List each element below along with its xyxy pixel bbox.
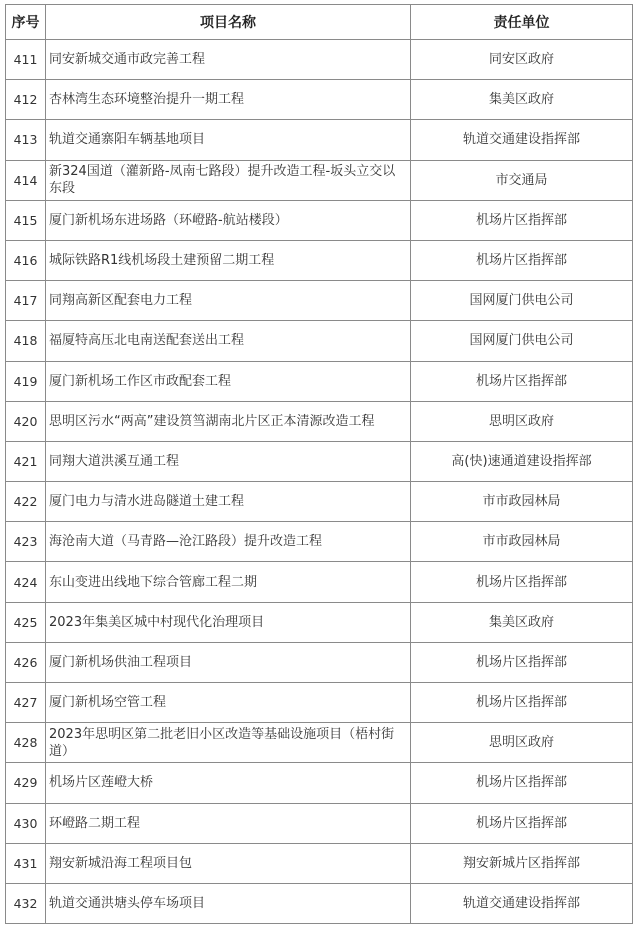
cell-serial-number: 432 bbox=[6, 883, 46, 923]
table-header bbox=[6, 5, 633, 40]
cell-responsible-unit: 轨道交通建设指挥部 bbox=[411, 883, 633, 923]
cell-project-name: 同翔高新区配套电力工程 bbox=[46, 281, 411, 321]
cell-serial-number: 430 bbox=[6, 803, 46, 843]
cell-project-name: 杏林湾生态环境整治提升一期工程 bbox=[46, 80, 411, 120]
cell-project-name: 厦门新机场东进场路（环嶝路-航站楼段） bbox=[46, 200, 411, 240]
cell-responsible-unit: 机场片区指挥部 bbox=[411, 683, 633, 723]
cell-responsible-unit: 市市政园林局 bbox=[411, 522, 633, 562]
table-row bbox=[6, 482, 633, 522]
header-serial-number: 序号 bbox=[6, 5, 46, 40]
table-row bbox=[6, 522, 633, 562]
cell-project-name: 厦门新机场空管工程 bbox=[46, 683, 411, 723]
table-row bbox=[6, 321, 633, 361]
cell-project-name: 翔安新城沿海工程项目包 bbox=[46, 843, 411, 883]
cell-project-name: 轨道交通洪塘头停车场项目 bbox=[46, 883, 411, 923]
cell-serial-number: 424 bbox=[6, 562, 46, 602]
cell-project-name: 2023年集美区城中村现代化治理项目 bbox=[46, 602, 411, 642]
cell-responsible-unit: 机场片区指挥部 bbox=[411, 240, 633, 280]
cell-project-name: 福厦特高压北电南送配套送出工程 bbox=[46, 321, 411, 361]
table-row bbox=[6, 642, 633, 682]
table-body bbox=[6, 40, 633, 924]
table-row bbox=[6, 683, 633, 723]
cell-serial-number: 416 bbox=[6, 240, 46, 280]
cell-responsible-unit: 思明区政府 bbox=[411, 723, 633, 763]
cell-responsible-unit: 集美区政府 bbox=[411, 80, 633, 120]
cell-serial-number: 420 bbox=[6, 401, 46, 441]
cell-responsible-unit: 机场片区指挥部 bbox=[411, 361, 633, 401]
cell-responsible-unit: 机场片区指挥部 bbox=[411, 562, 633, 602]
cell-project-name: 2023年思明区第二批老旧小区改造等基础设施项目（梧村街道） bbox=[46, 723, 411, 763]
cell-serial-number: 417 bbox=[6, 281, 46, 321]
table-row bbox=[6, 160, 633, 200]
table-row bbox=[6, 602, 633, 642]
table-row bbox=[6, 120, 633, 160]
cell-responsible-unit: 机场片区指挥部 bbox=[411, 200, 633, 240]
cell-serial-number: 415 bbox=[6, 200, 46, 240]
cell-project-name: 同翔大道洪溪互通工程 bbox=[46, 441, 411, 481]
cell-serial-number: 429 bbox=[6, 763, 46, 803]
table-row bbox=[6, 441, 633, 481]
cell-project-name: 海沧南大道（马青路—沧江路段）提升改造工程 bbox=[46, 522, 411, 562]
table-row bbox=[6, 240, 633, 280]
project-table-page bbox=[5, 4, 632, 924]
table-row bbox=[6, 843, 633, 883]
cell-responsible-unit: 思明区政府 bbox=[411, 401, 633, 441]
cell-serial-number: 414 bbox=[6, 160, 46, 200]
table-row bbox=[6, 40, 633, 80]
cell-project-name: 厦门新机场供油工程项目 bbox=[46, 642, 411, 682]
cell-responsible-unit: 轨道交通建设指挥部 bbox=[411, 120, 633, 160]
cell-project-name: 思明区污水“两高”建设筼筜湖南北片区正本清源改造工程 bbox=[46, 401, 411, 441]
cell-serial-number: 425 bbox=[6, 602, 46, 642]
table-row bbox=[6, 763, 633, 803]
table-row bbox=[6, 80, 633, 120]
cell-serial-number: 413 bbox=[6, 120, 46, 160]
cell-responsible-unit: 翔安新城片区指挥部 bbox=[411, 843, 633, 883]
cell-serial-number: 419 bbox=[6, 361, 46, 401]
table-row bbox=[6, 401, 633, 441]
cell-project-name: 厦门电力与清水进岛隧道土建工程 bbox=[46, 482, 411, 522]
cell-project-name: 同安新城交通市政完善工程 bbox=[46, 40, 411, 80]
cell-responsible-unit: 国网厦门供电公司 bbox=[411, 321, 633, 361]
cell-serial-number: 411 bbox=[6, 40, 46, 80]
table-row bbox=[6, 803, 633, 843]
cell-project-name: 环嶝路二期工程 bbox=[46, 803, 411, 843]
cell-project-name: 轨道交通寨阳车辆基地项目 bbox=[46, 120, 411, 160]
cell-serial-number: 431 bbox=[6, 843, 46, 883]
cell-responsible-unit: 机场片区指挥部 bbox=[411, 642, 633, 682]
cell-project-name: 城际铁路R1线机场段土建预留二期工程 bbox=[46, 240, 411, 280]
project-table bbox=[5, 4, 633, 924]
cell-serial-number: 421 bbox=[6, 441, 46, 481]
cell-responsible-unit: 高(快)速通道建设指挥部 bbox=[411, 441, 633, 481]
header-responsible-unit: 责任单位 bbox=[411, 5, 633, 40]
cell-serial-number: 428 bbox=[6, 723, 46, 763]
cell-project-name: 机场片区莲嶝大桥 bbox=[46, 763, 411, 803]
cell-responsible-unit: 机场片区指挥部 bbox=[411, 803, 633, 843]
cell-serial-number: 427 bbox=[6, 683, 46, 723]
header-project-name: 项目名称 bbox=[46, 5, 411, 40]
table-row bbox=[6, 281, 633, 321]
table-row bbox=[6, 562, 633, 602]
cell-serial-number: 423 bbox=[6, 522, 46, 562]
cell-serial-number: 412 bbox=[6, 80, 46, 120]
cell-project-name: 厦门新机场工作区市政配套工程 bbox=[46, 361, 411, 401]
cell-responsible-unit: 机场片区指挥部 bbox=[411, 763, 633, 803]
cell-project-name: 新324国道（灌新路-凤南七路段）提升改造工程-坂头立交以东段 bbox=[46, 160, 411, 200]
header-row bbox=[6, 5, 633, 40]
cell-responsible-unit: 市市政园林局 bbox=[411, 482, 633, 522]
table-row bbox=[6, 723, 633, 763]
cell-project-name: 东山变进出线地下综合管廊工程二期 bbox=[46, 562, 411, 602]
cell-serial-number: 418 bbox=[6, 321, 46, 361]
table-row bbox=[6, 883, 633, 923]
table-row bbox=[6, 361, 633, 401]
cell-responsible-unit: 集美区政府 bbox=[411, 602, 633, 642]
table-row bbox=[6, 200, 633, 240]
cell-serial-number: 422 bbox=[6, 482, 46, 522]
cell-responsible-unit: 国网厦门供电公司 bbox=[411, 281, 633, 321]
cell-serial-number: 426 bbox=[6, 642, 46, 682]
cell-responsible-unit: 同安区政府 bbox=[411, 40, 633, 80]
cell-responsible-unit: 市交通局 bbox=[411, 160, 633, 200]
